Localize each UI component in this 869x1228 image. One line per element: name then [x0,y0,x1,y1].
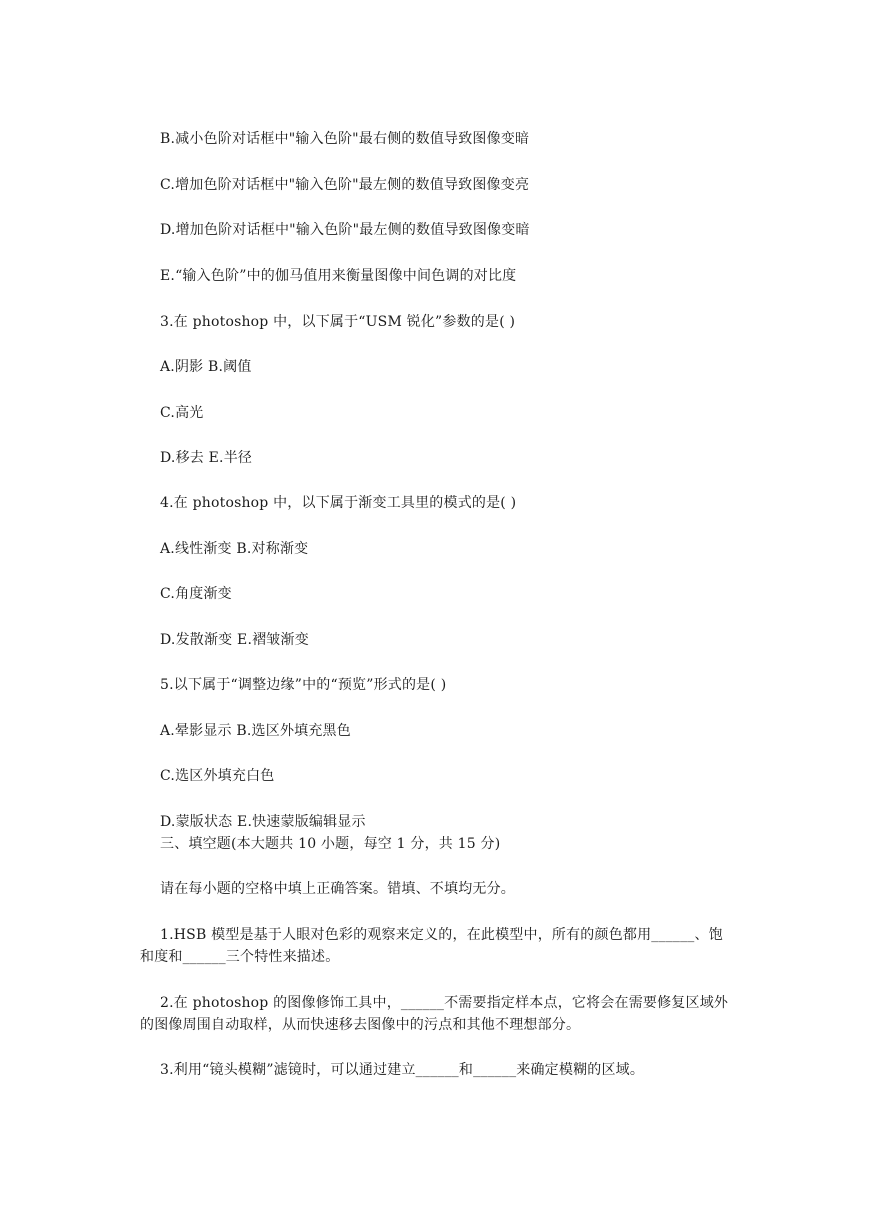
q3-options-line-3: D.移去 E.半径 [160,450,253,466]
q5-stem: 5.以下属于“调整边缘”中的“预览”形式的是( ) [160,677,447,693]
fill-question-1: 1.HSB 模型是基于人眼对色彩的观察来定义的，在此模型中，所有的颜色都用______、饱和度和______三个特性来描述。 [140,927,723,965]
q3-stem: 3.在 photoshop 中，以下属于“USM 锐化”参数的是( ) [160,314,516,330]
q4-options-line-3: D.发散渐变 E.褶皱渐变 [160,632,309,648]
fill-question-2: 2.在 photoshop 的图像修饰工具中，______不需要指定样本点，它将会在需要修复区域外的图像周围自动取样，从而快速移去图像中的污点和其他不理想部分。 [140,995,729,1033]
q3-options-line-2: C.高光 [160,405,204,421]
q2-option-b: B.减小色阶对话框中"输入色阶"最右侧的数值导致图像变暗 [160,131,530,147]
q5-options-line-3: D.蒙版状态 E.快速蒙版编辑显示 [160,814,366,830]
fill-question-3: 3.利用“镜头模糊”滤镜时，可以通过建立______和______来确定模糊的区域。 [160,1062,645,1078]
q5-options-line-1: A.晕影显示 B.选区外填充黑色 [160,723,351,739]
q4-options-line-2: C.角度渐变 [160,586,232,602]
q2-option-e: E.“输入色阶”中的伽马值用来衡量图像中间色调的对比度 [160,268,517,284]
q3-options-line-1: A.阴影 B.阈值 [160,359,252,375]
q5-options-line-2: C.选区外填充白色 [160,768,275,784]
q4-stem: 4.在 photoshop 中，以下属于渐变工具里的模式的是( ) [160,495,517,511]
q2-option-d: D.增加色阶对话框中"输入色阶"最左侧的数值导致图像变暗 [160,222,530,238]
section-3-instruction: 请在每小题的空格中填上正确答案。错填、不填均无分。 [160,881,515,897]
section-3-heading: 三、填空题(本大题共 10 小题，每空 1 分，共 15 分) [160,836,501,852]
q2-option-c: C.增加色阶对话框中"输入色阶"最左侧的数值导致图像变亮 [160,177,530,193]
q4-options-line-1: A.线性渐变 B.对称渐变 [160,541,309,557]
